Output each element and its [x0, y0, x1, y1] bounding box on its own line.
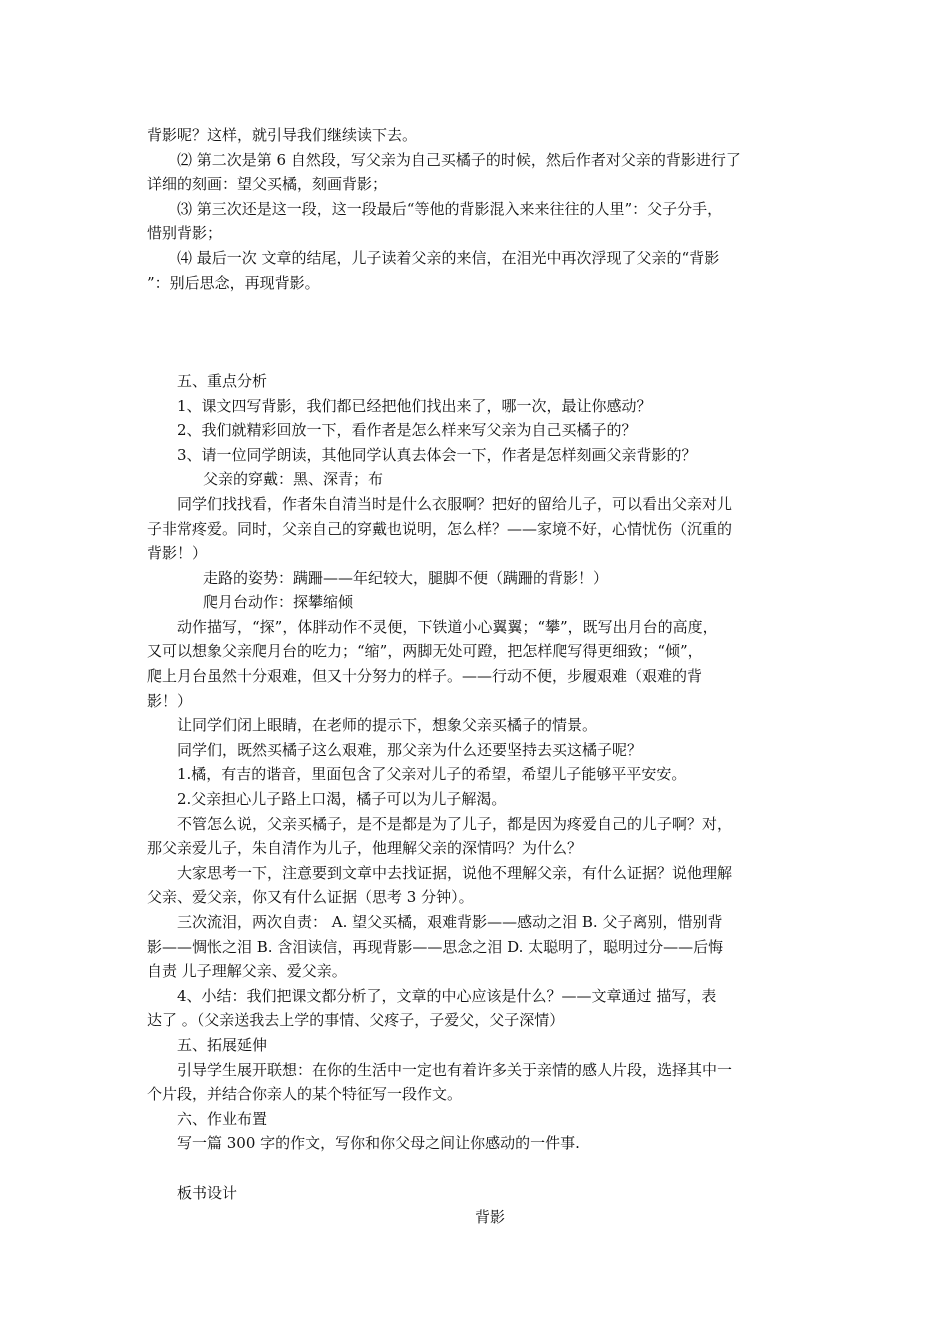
paragraph-line: 让同学们闭上眼睛，在老师的提示下，想象父亲买橘子的情景。 [177, 716, 598, 735]
paragraph-line: 个片段，并结合你亲人的某个特征写一段作文。 [147, 1085, 463, 1104]
section-heading: 五、重点分析 [177, 371, 268, 390]
paragraph-line: 又可以想象父亲爬月台的吃力；“缩”，两脚无处可蹬，把怎样爬写得更细致；“倾”， [147, 642, 703, 661]
section-heading: 五、拓展延伸 [177, 1035, 268, 1054]
paragraph-line: 4、小结：我们把课文都分析了，文章的中心应该是什么？——文章通过 描写，表 [177, 986, 717, 1005]
paragraph-line: ”：别后思念，再现背影。 [147, 273, 320, 292]
paragraph-line: 详细的刻画：望父买橘，刻画背影； [147, 175, 388, 194]
paragraph-line: 1.橘，有吉的谐音，里面包含了父亲对儿子的希望，希望儿子能够平平安安。 [177, 765, 687, 784]
document-body [147, 123, 809, 1230]
paragraph-line: 背影！） [147, 544, 208, 563]
paragraph-line: 父亲的穿戴：黑、深青；布 [203, 470, 384, 489]
paragraph-line: 写一篇 300 字的作文，写你和你父母之间让你感动的一件事. [177, 1134, 580, 1153]
paragraph-line: 达了 。（父亲送我去上学的事情、父疼子，子爱父，父子深情） [147, 1011, 565, 1030]
paragraph-line: ⑷ 最后一次 文章的结尾，儿子读着父亲的来信，在泪光中再次浮现了父亲的“背影 [177, 248, 720, 267]
paragraph-line: 2、我们就精彩回放一下，看作者是怎么样来写父亲为自己买橘子的？ [177, 421, 637, 440]
paragraph-line: 1、课文四写背影，我们都已经把他们找出来了，哪一次，最让你感动？ [177, 396, 652, 415]
paragraph-line: 引导学生展开联想：在你的生活中一定也有着许多关于亲情的感人片段，选择其中一 [177, 1060, 733, 1079]
blank-gap [147, 295, 809, 344]
paragraph-line: 子非常疼爱。同时，父亲自己的穿戴也说明，怎么样？——家境不好，心情忧伤（沉重的 [147, 519, 733, 538]
paragraph-line: 影！） [147, 691, 193, 710]
paragraph-line: 同学们找找看，作者朱自清当时是什么衣服啊？把好的留给儿子，可以看出父亲对儿 [177, 494, 733, 513]
paragraph-line: 爬上月台虽然十分艰难，但又十分努力的样子。——行动不便，步履艰难（艰难的背 [147, 667, 703, 686]
section-heading: 六、作业布置 [177, 1109, 268, 1128]
paragraph-line: 大家思考一下，注意要到文章中去找证据，说他不理解父亲，有什么证据？说他理解 [177, 863, 733, 882]
paragraph-line: 不管怎么说，父亲买橘子，是不是都是为了儿子，都是因为疼爱自己的儿子啊？对， [177, 814, 733, 833]
paragraph-line: ⑵ 第二次是第 6 自然段，写父亲为自己买橘子的时候，然后作者对父亲的背影进行了 [177, 150, 741, 169]
paragraph-line: 背影呢？这样，就引导我们继续读下去。 [147, 126, 418, 144]
paragraph-line: 父亲、爱父亲，你又有什么证据（思考 3 分钟）。 [147, 888, 474, 907]
paragraph-line: 同学们，既然买橘子这么艰难，那父亲为什么还要坚持去买这橘子呢？ [177, 740, 643, 759]
paragraph-line: 影——惆怅之泪 B. 含泪读信，再现背影——思念之泪 D. 太聪明了，聪明过分——后悔 [147, 937, 724, 956]
paragraph-line: 动作描写，“探”，体胖动作不灵便，下铁道小心翼翼；“攀”，既写出月台的高度， [177, 617, 718, 636]
paragraph-line: 爬月台动作：探攀缩倾 [203, 593, 354, 612]
paragraph-line: 3、请一位同学朗读，其他同学认真去体会一下，作者是怎样刻画父亲背影的？ [177, 445, 697, 464]
board-design-heading: 板书设计 [177, 1183, 238, 1202]
board-title: 背影 [474, 1208, 505, 1227]
paragraph-line: 惜别背影； [147, 224, 223, 243]
paragraph-line: 三次流泪，两次自责： A. 望父买橘，艰难背影——感动之泪 B. 父子离别，惜别背 [177, 913, 723, 931]
paragraph-line: ⑶ 第三次还是这一段，这一段最后“等他的背影混入来来往往的人里”：父子分手， [177, 199, 723, 218]
paragraph-line: 走路的姿势：蹒跚——年纪较大，腿脚不便（蹒跚的背影！） [203, 568, 609, 587]
paragraph-line: 那父亲爱儿子，朱自清作为儿子，他理解父亲的深情吗？为什么？ [147, 839, 583, 858]
blank-gap [147, 1156, 809, 1181]
blank-gap [147, 344, 809, 369]
paragraph-line: 自责 儿子理解父亲、爱父亲。 [147, 962, 347, 981]
paragraph-line: 2.父亲担心儿子路上口渴，橘子可以为儿子解渴。 [177, 790, 507, 809]
